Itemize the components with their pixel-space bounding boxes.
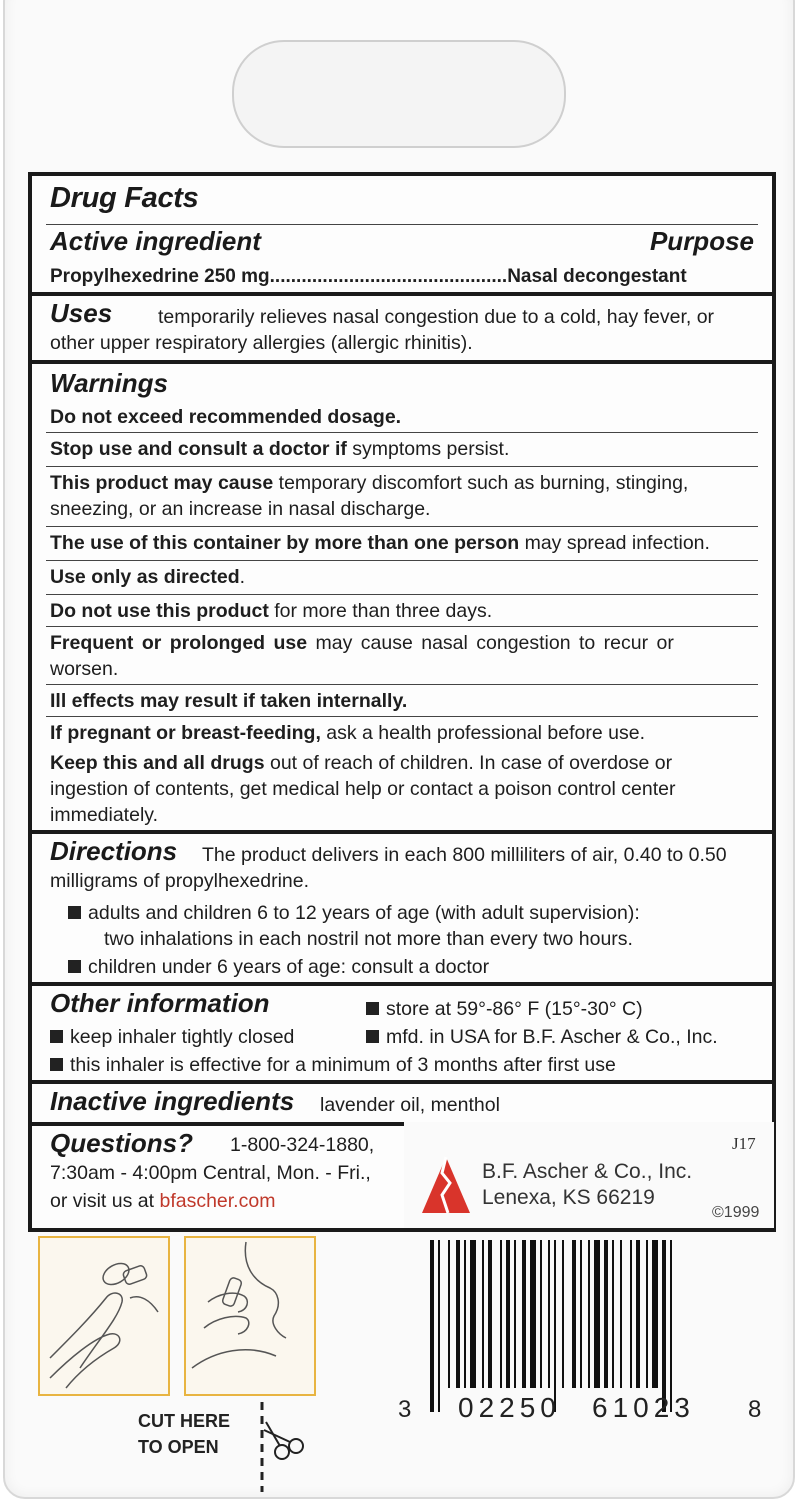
warning-item — [50, 632, 674, 655]
divider — [46, 684, 758, 685]
other-store — [366, 998, 643, 1021]
barcode-bar — [464, 1240, 466, 1388]
warning-bold: If pregnant or breast-feeding, — [50, 722, 321, 744]
barcode-bar — [522, 1240, 526, 1388]
drug-facts-panel — [28, 172, 776, 1232]
directions-bullet — [68, 956, 489, 979]
questions-hours: 7:30am - 4:00pm Central, Mon. - Fri., — [50, 1162, 371, 1184]
barcode-bar — [646, 1240, 648, 1388]
instruction-illustration-open — [38, 1236, 170, 1396]
questions-phone: 1-800-324-1880, — [230, 1134, 375, 1156]
warning-rest: symptoms persist. — [352, 438, 510, 460]
active-ingredient-heading: Active ingredient — [50, 226, 261, 256]
bullet-square-icon — [68, 960, 81, 973]
warning-rest: may cause nasal congestion to recur or — [315, 632, 674, 654]
section-divider — [32, 830, 772, 834]
warning-item — [50, 566, 245, 589]
barcode-bar — [540, 1240, 542, 1388]
warning-bold: Use only as directed — [50, 566, 240, 588]
barcode-left-digit: 3 — [398, 1396, 412, 1423]
barcode-bar — [530, 1240, 536, 1388]
section-divider — [32, 292, 772, 296]
other-mfd-text: mfd. in USA for B.F. Ascher & Co., Inc. — [386, 1026, 718, 1048]
divider — [46, 432, 758, 433]
barcode-bar — [488, 1240, 492, 1388]
company-name: B.F. Ascher & Co., Inc. — [482, 1160, 693, 1183]
warning-item — [50, 600, 492, 623]
inactive-ingredients-text: lavender oil, menthol — [320, 1094, 500, 1116]
inhaling-person-icon — [186, 1238, 314, 1394]
warning-rest: ask a health professional before use. — [326, 722, 645, 744]
questions-visit — [50, 1190, 275, 1213]
warning-item — [50, 752, 672, 775]
bullet-square-icon — [366, 1002, 379, 1015]
directions-text: The product delivers in each 800 milliliters of air, 0.40 to 0.50 — [202, 844, 727, 866]
bullet-text: adults and children 6 to 12 years of age (with adult supervision): — [88, 902, 640, 924]
warning-bold: Frequent or prolonged use — [50, 632, 308, 654]
barcode-bar — [438, 1240, 440, 1412]
barcode-group-1: 02250 — [458, 1392, 561, 1423]
divider — [46, 224, 758, 225]
company-logo-icon — [420, 1155, 472, 1215]
other-effective-text: this inhaler is effective for a minimum of 3 months after first use — [70, 1054, 616, 1076]
other-effective — [50, 1054, 616, 1077]
divider — [46, 466, 758, 467]
barcode-bar — [506, 1240, 510, 1388]
barcode-bar — [604, 1240, 608, 1388]
hang-hole — [232, 40, 566, 148]
divider — [46, 626, 758, 627]
barcode-bar — [662, 1240, 666, 1412]
warning-item — [50, 438, 509, 461]
barcode-bar — [430, 1240, 434, 1412]
warning-item: Do not exceed recommended dosage. — [50, 406, 402, 428]
section-divider — [32, 982, 772, 986]
divider — [46, 560, 758, 561]
inactive-ingredients-heading: Inactive ingredients — [50, 1086, 295, 1116]
barcode-bar — [636, 1240, 640, 1388]
warning-bold: Keep this and all drugs — [50, 752, 265, 774]
warning-rest: temporary discomfort such as burning, stinging, — [278, 472, 689, 494]
other-information-heading: Other information — [50, 988, 270, 1018]
barcode-bar — [670, 1240, 672, 1412]
barcode-bar — [652, 1240, 658, 1388]
bullet-text: children under 6 years of age: consult a doctor — [88, 956, 490, 978]
barcode-bar — [620, 1240, 622, 1388]
questions-box — [32, 1122, 408, 1228]
bullet-square-icon — [68, 906, 81, 919]
ingredient-line: Propylhexedrine 250 mg.............................................Nasal decongestant — [50, 266, 687, 287]
other-keep — [50, 1026, 294, 1049]
directions-bullet — [68, 902, 640, 925]
barcode-bar — [588, 1240, 590, 1388]
barcode-bar — [456, 1240, 460, 1388]
purpose-heading: Purpose — [649, 226, 754, 256]
other-keep-text: keep inhaler tightly closed — [70, 1026, 295, 1048]
cut-line-1: CUT HERE — [138, 1411, 231, 1431]
company-city: Lenexa, KS 66219 — [482, 1186, 655, 1209]
warning-rest: . — [239, 566, 246, 588]
directions-text-2: milligrams of propylhexedrine. — [50, 870, 310, 892]
divider — [46, 526, 758, 527]
bullet-square-icon — [50, 1058, 63, 1071]
instruction-illustration-inhale — [184, 1236, 316, 1396]
directions-heading: Directions — [50, 836, 178, 866]
warning-item-line2: sneezing, or an increase in nasal discharge. — [50, 498, 431, 520]
bullet-square-icon — [50, 1030, 63, 1043]
warning-rest: for more than three days. — [274, 600, 493, 622]
barcode-bar — [612, 1240, 614, 1388]
directions-bullet-line2: two inhalations in each nostril not more than every two hours. — [104, 928, 633, 950]
barcode-bar — [630, 1240, 632, 1388]
warning-item: Ill effects may result if taken internally. — [50, 690, 408, 712]
divider — [46, 594, 758, 595]
uses-text-2: other upper respiratory allergies (allergic rhinitis). — [50, 332, 473, 354]
barcode-bar — [594, 1240, 600, 1388]
barcode-right-digit: 8 — [748, 1396, 762, 1423]
other-mfd — [366, 1026, 718, 1049]
warning-bold: Stop use and consult a doctor if — [50, 438, 347, 460]
barcode-bar — [482, 1240, 484, 1388]
barcode-bar — [448, 1240, 450, 1388]
warning-item — [50, 722, 645, 745]
barcode-bar — [514, 1240, 516, 1388]
barcode-bar — [572, 1240, 576, 1388]
barcode-bar — [580, 1240, 582, 1388]
barcode-bar — [500, 1240, 502, 1388]
section-divider — [32, 1080, 772, 1084]
barcode-group-2: 61023 — [592, 1392, 695, 1423]
uses-text: temporarily relieves nasal congestion due to a cold, hay fever, or — [158, 306, 715, 328]
warning-rest: may spread infection. — [524, 532, 710, 554]
warning-item-line2: ingestion of contents, get medical help or contact a poison control center — [50, 778, 676, 800]
scissors-icon — [252, 1402, 308, 1492]
barcode-bar — [548, 1240, 550, 1388]
questions-visit-text: or visit us at — [50, 1190, 155, 1212]
warning-item — [50, 472, 688, 495]
section-divider — [32, 360, 772, 364]
drug-facts-title: Drug Facts — [50, 182, 199, 214]
barcode-bar — [554, 1240, 556, 1412]
other-store-text: store at 59°-86° F (15°-30° C) — [386, 998, 643, 1020]
barcode-bar — [562, 1240, 564, 1388]
bullet-square-icon — [366, 1030, 379, 1043]
warnings-heading: Warnings — [50, 368, 168, 398]
warning-item-line3: immediately. — [50, 804, 159, 826]
warning-item-line2: worsen. — [50, 658, 119, 680]
lot-code: J17 — [732, 1134, 756, 1153]
warning-bold: The use of this container by more than one person — [50, 532, 520, 554]
questions-heading: Questions? — [50, 1128, 194, 1158]
website-link[interactable]: bfascher.com — [159, 1190, 276, 1212]
copyright: ©1999 — [712, 1204, 760, 1221]
cut-here-label — [138, 1408, 230, 1460]
uses-heading: Uses — [50, 298, 113, 328]
warning-bold: This product may cause — [50, 472, 274, 494]
warning-bold: Do not use this product — [50, 600, 269, 622]
barcode-bar — [470, 1240, 476, 1388]
hand-uncapping-icon — [40, 1238, 168, 1394]
warning-item — [50, 532, 710, 555]
cut-line-2: TO OPEN — [138, 1437, 219, 1457]
warning-rest: out of reach of children. In case of overdose or — [269, 752, 673, 774]
divider — [46, 716, 758, 717]
